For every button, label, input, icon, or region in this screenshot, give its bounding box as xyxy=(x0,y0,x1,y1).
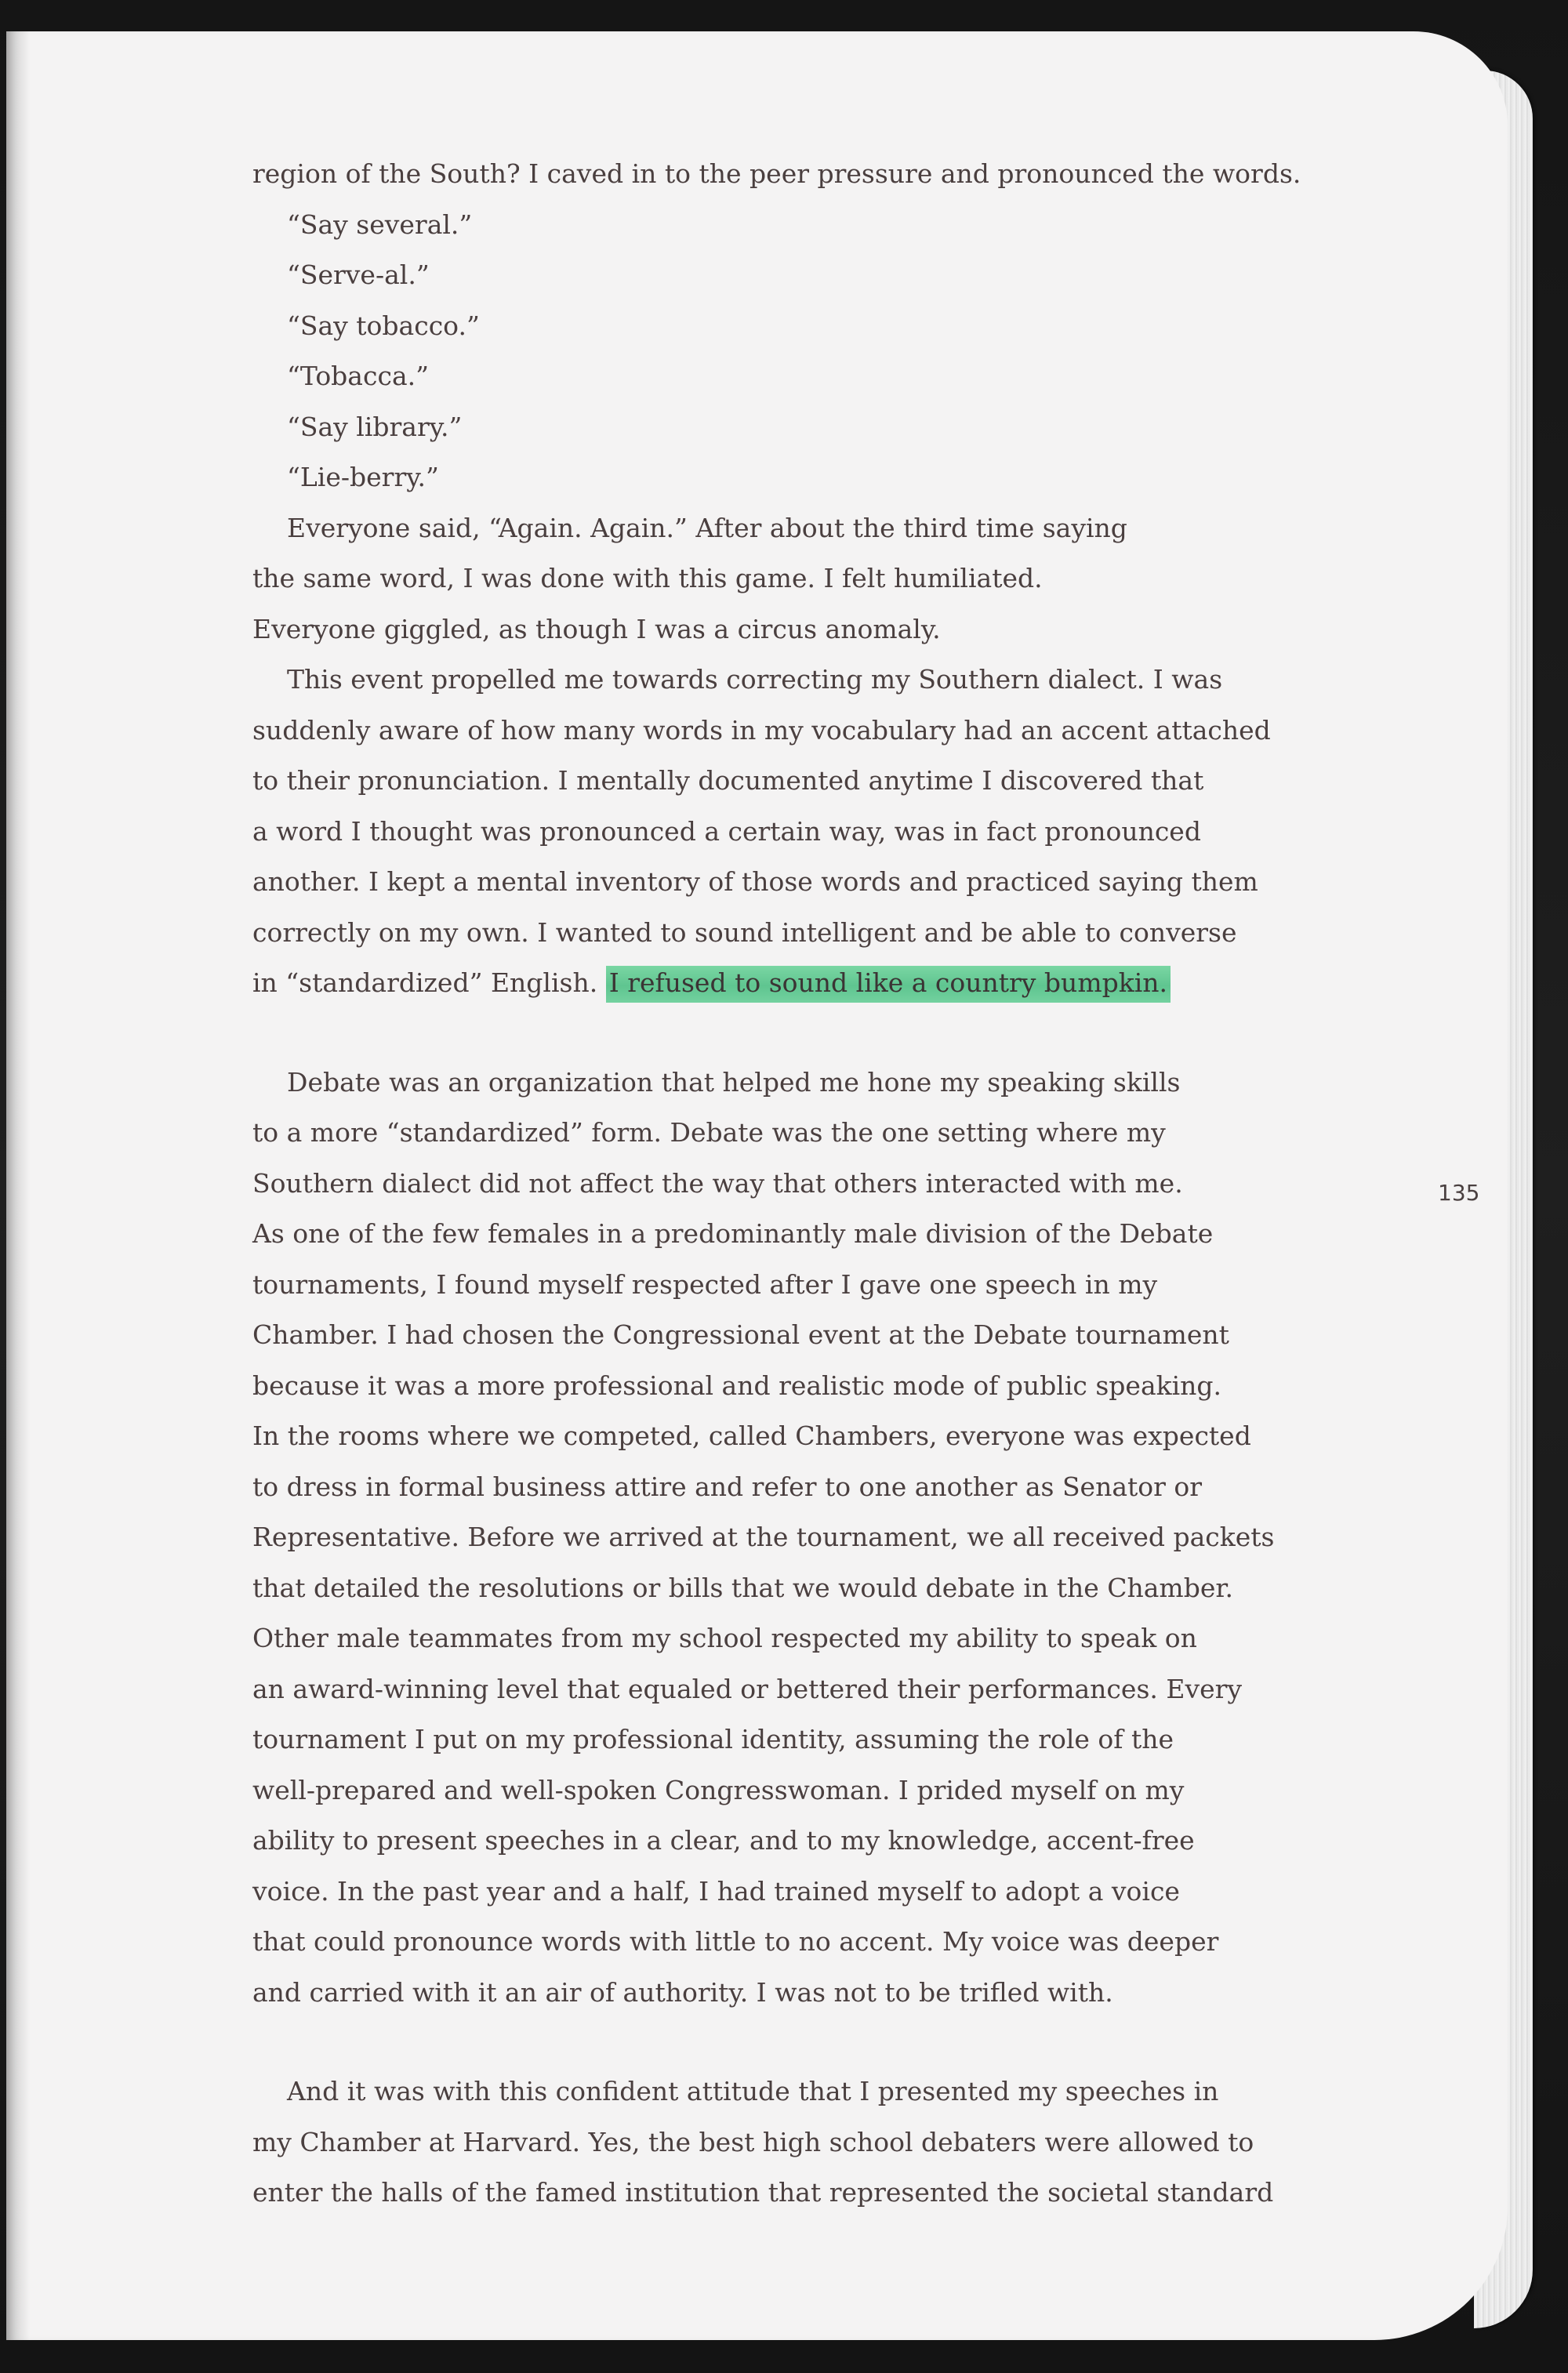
text-line: correctly on my own. I wanted to sound intelligent and be able to converse xyxy=(252,916,1237,948)
text-line: Chamber. I had chosen the Congressional event at the Debate tournament xyxy=(252,1319,1229,1350)
text-fragment: in “standardized” English. xyxy=(252,967,606,998)
text-line: my Chamber at Harvard. Yes, the best high school debaters were allowed to xyxy=(252,2126,1254,2157)
dialogue-line: “Say library.” xyxy=(287,411,463,442)
text-line: This event propelled me towards correcting my Southern dialect. I was xyxy=(287,664,1223,695)
text-line: ability to present speeches in a clear, and to my knowledge, accent-free xyxy=(252,1825,1195,1856)
dialogue-line: “Serve-al.” xyxy=(287,259,430,290)
text-line: that could pronounce words with little to no accent. My voice was deeper xyxy=(252,1926,1219,1957)
text-line: because it was a more professional and realistic mode of public speaking. xyxy=(252,1370,1222,1401)
dialogue-line: “Lie-berry.” xyxy=(287,462,439,492)
text-line: another. I kept a mental inventory of those words and practiced saying them xyxy=(252,866,1258,897)
text-line: to a more “standardized” form. Debate was the one setting where my xyxy=(252,1117,1166,1148)
text-line: well-prepared and well-spoken Congresswoman. I prided myself on my xyxy=(252,1774,1185,1805)
text-line: to dress in formal business attire and refer to one another as Senator or xyxy=(252,1471,1203,1502)
dialogue-line: “Say tobacco.” xyxy=(287,310,480,341)
page-number: 135 xyxy=(1438,1180,1480,1206)
text-line: As one of the few females in a predominantly male division of the Debate xyxy=(252,1218,1214,1249)
text-line: region of the South? I caved in to the peer pressure and pronounced the words. xyxy=(252,158,1301,189)
text-line: Debate was an organization that helped me hone my speaking skills xyxy=(287,1066,1181,1098)
text-line: an award-winning level that equaled or bettered their performances. Every xyxy=(252,1673,1243,1704)
text-line: a word I thought was pronounced a certain way, was in fact pronounced xyxy=(252,815,1201,847)
text-line-with-highlight xyxy=(252,958,1272,1009)
text-line: suddenly aware of how many words in my vocabulary had an accent attached xyxy=(252,714,1271,746)
text-line: tournaments, I found myself respected after I gave one speech in my xyxy=(252,1268,1158,1300)
spine-shadow xyxy=(6,31,30,2340)
text-line: And it was with this confident attitude that I presented my speeches in xyxy=(287,2076,1219,2106)
body-text xyxy=(252,149,1301,2219)
text-line: enter the halls of the famed institution that represented the societal standard xyxy=(252,2177,1274,2208)
highlighted-text: I refused to sound like a country bumpkin. xyxy=(606,966,1171,1003)
text-line: Southern dialect did not affect the way that others interacted with me. xyxy=(252,1167,1183,1199)
text-line: voice. In the past year and a half, I had trained myself to adopt a voice xyxy=(252,1875,1180,1907)
text-line: Other male teammates from my school respected my ability to speak on xyxy=(252,1623,1197,1653)
dialogue-line: “Say several.” xyxy=(287,209,473,240)
text-line: Representative. Before we arrived at the tournament, we all received packets xyxy=(252,1522,1275,1552)
section-gap xyxy=(252,2018,1272,2066)
text-line: the same word, I was done with this game. I felt humiliated. xyxy=(252,563,1043,593)
text-line: In the rooms where we competed, called Chambers, everyone was expected xyxy=(252,1421,1251,1451)
text-line: and carried with it an air of authority. I was not to be trifled with. xyxy=(252,1976,1113,2008)
text-line: to their pronunciation. I mentally documented anytime I discovered that xyxy=(252,765,1204,796)
text-line: tournament I put on my professional identity, assuming the role of the xyxy=(252,1724,1174,1754)
text-line: Everyone said, “Again. Again.” After about the third time saying xyxy=(287,512,1127,543)
dialogue-line: “Tobacca.” xyxy=(287,361,429,391)
text-line: that detailed the resolutions or bills that we would debate in the Chamber. xyxy=(252,1572,1234,1603)
section-gap xyxy=(252,1009,1272,1058)
text-line: Everyone giggled, as though I was a circus anomaly. xyxy=(252,613,941,644)
